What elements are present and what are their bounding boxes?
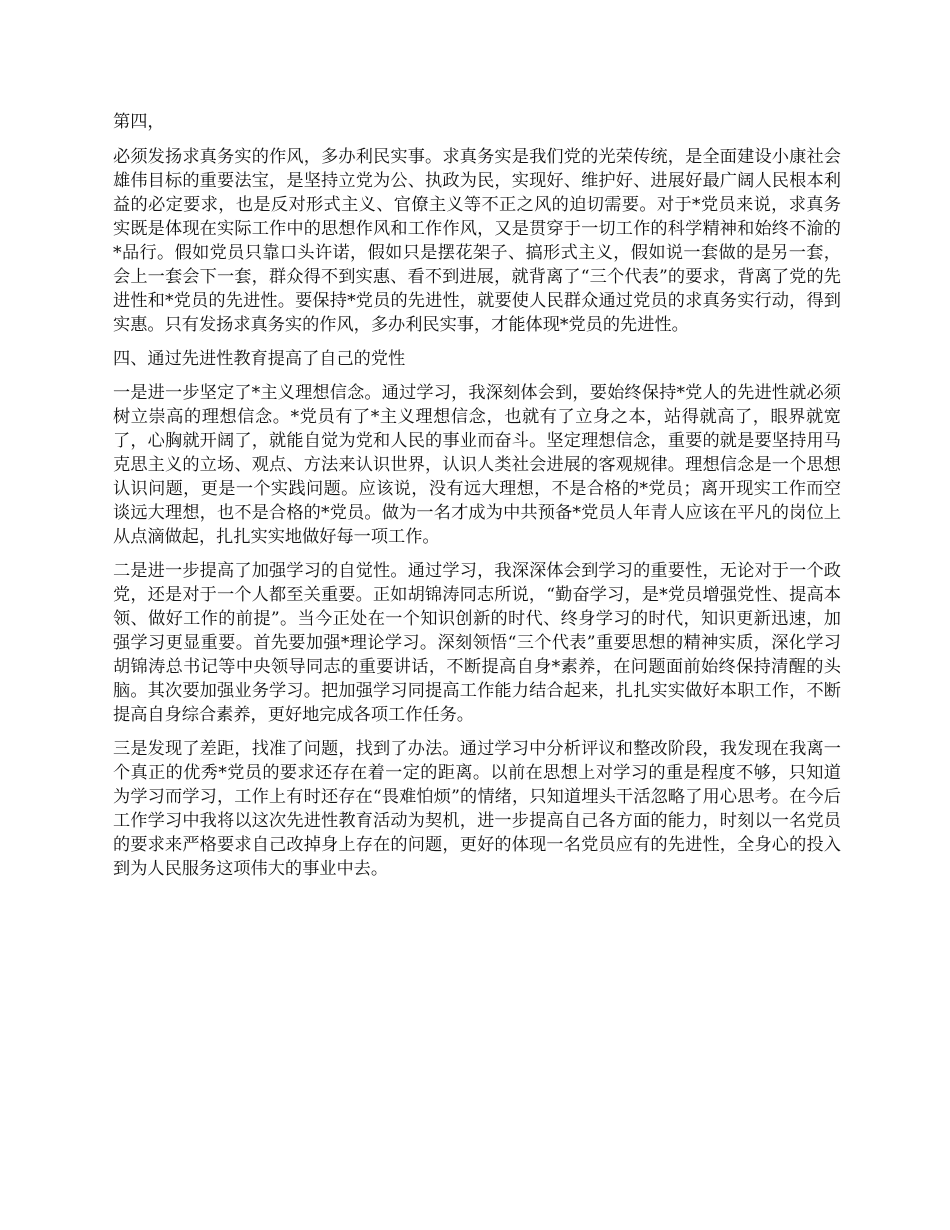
paragraph-practical-work-style: 必须发扬求真务实的作风，多办利民实事。求真务实是我们党的光荣传统，是全面建设小康社会雄伟目标的重要法宝，是坚持立党为公、执政为民，实现好、维护好、进展好最广阔人民根本利益的必定要求，也是反对形式主义、官僚主义等不正之风的迫切需要。对于*党员来说，求真务实既是体现在实际工作中的思想作风和工作作风，又是贯穿于一切工作的科学精神和始终不渝的*品行。假如党员只靠口头许诺，假如只是摆花架子、搞形式主义，假如说一套做的是另一套，会上一套会下一套，群众得不到实惠、看不到进展，就背离了“三个代表”的要求，背离了党的先进性和*党员的先进性。要保持*党员的先进性，就要使人民群众通过党员的求真务实行动，得到实惠。只有发扬求真务实的作风，多办利民实事，才能体现*党员的先进性。 [113,147,841,335]
section-heading-party-spirit: 四、通过先进性教育提高了自己的党性 [113,349,406,369]
paragraph-heading-fourth: 第四， [113,112,165,132]
paragraph-gaps-and-solutions: 三是发现了差距，找准了问题，找到了办法。通过学习中分析评议和整改阶段，我发现在我离一个真正的优秀*党员的要求还存在着一定的距离。以前在思想上对学习的重是程度不够，只知道为学习而学习，工作上有时还存在“畏难怕烦”的情绪，只知道埋头干活忽略了用心思考。在今后工作学习中我将以这次先进性教育活动为契机，进一步提高自己各方面的能力，时刻以一名党员的要求来严格要求自己改掉身上存在的问题，更好的体现一名党员应有的先进性，全身心的投入到为人民服务这项伟大的事业中去。 [113,739,841,879]
paragraph-ideals-and-beliefs: 一是进一步坚定了*主义理想信念。通过学习，我深刻体会到，要始终保持*党人的先进性就必须树立崇高的理想信念。*党员有了*主义理想信念，也就有了立身之本，站得就高了，眼界就宽了，心胸就开阔了，就能自觉为党和人民的事业而奋斗。坚定理想信念，重要的就是要坚持用马克思主义的立场、观点、方法来认识世界，认识人类社会进展的客观规律。理想信念是一个思想认识问题，更是一个实践问题。应该说，没有远大理想，不是合格的*党员；离开现实工作而空谈远大理想，也不是合格的*党员。做为一名才成为中共预备*党员人年青人应该在平凡的岗位上从点滴做起，扎扎实实地做好每一项工作。 [113,383,841,547]
document-body [113,110,841,881]
paragraph-study-awareness: 二是进一步提高了加强学习的自觉性。通过学习，我深深体会到学习的重要性，无论对于一个政党，还是对于一个人都至关重要。正如胡锦涛同志所说，“勤奋学习，是*党员增强党性、提高本领、做好工作的前提”。当今正处在一个知识创新的时代、终身学习的时代，知识更新迅速，加强学习更显重要。首先要加强*理论学习。深刻领悟“三个代表”重要思想的精神实质，深化学习胡锦涛总书记等中央领导同志的重要讲话，不断提高自身*素养，在问题面前始终保持清醒的头脑。其次要加强业务学习。把加强学习同提高工作能力结合起来，扎扎实实做好本职工作，不断提高自身综合素养，更好地完成各项工作任务。 [113,561,841,725]
